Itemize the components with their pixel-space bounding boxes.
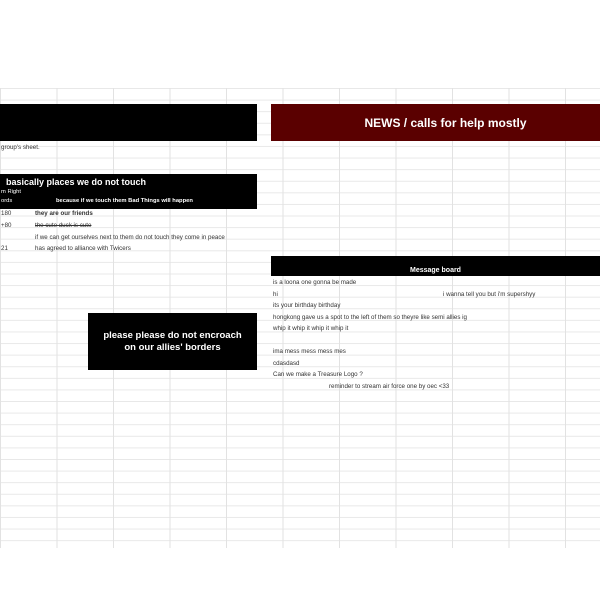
row-4-id: 21	[1, 245, 8, 252]
message-board-title: Message board	[410, 267, 461, 274]
row-3-reason: if we can get ourselves next to them do not touch they come in peace	[35, 234, 225, 241]
message-10: reminder to stream air force one by oec <33	[329, 383, 450, 390]
message-board-header	[271, 256, 600, 276]
message-8: cdasdasd	[273, 360, 300, 367]
sheet-note: group's sheet.	[1, 144, 40, 151]
border-notice-text: please please do not encroach on our allies' borders	[103, 329, 242, 353]
news-header-bar	[271, 104, 600, 141]
message-5: hongkong gave us a spot to the left of them so theyre like semi allies ig	[273, 314, 467, 321]
section-title: basically places we do not touch	[6, 177, 147, 187]
untouchable-section-header	[0, 174, 257, 209]
row-1-id: 180	[1, 210, 12, 217]
message-3: i wanna tell you but i'm supershyy	[443, 291, 536, 298]
column-label-2: ords	[1, 198, 13, 204]
row-2-id: +80	[1, 222, 12, 229]
column-label-1: m Right	[1, 189, 21, 195]
row-1-reason: they are our friends	[35, 210, 93, 217]
message-2: hi	[273, 291, 278, 298]
message-1: is a loona one gonna be made	[273, 279, 357, 286]
message-7: ima mess mess mess mes	[273, 348, 346, 355]
news-title: NEWS / calls for help mostly	[364, 115, 527, 130]
row-2-reason: the cute duck is cute	[35, 222, 92, 229]
message-9: Can we make a Treasure Logo ?	[273, 371, 363, 378]
row-4-reason: has agreed to alliance with Twicers	[35, 245, 131, 252]
left-header-bar	[0, 104, 257, 141]
message-4: its your birthday birthday	[273, 302, 341, 309]
column-header-reason: because if we touch them Bad Things will happen	[56, 198, 193, 204]
message-6: whip it whip it whip it whip it	[273, 325, 349, 332]
border-notice-box	[88, 313, 257, 370]
